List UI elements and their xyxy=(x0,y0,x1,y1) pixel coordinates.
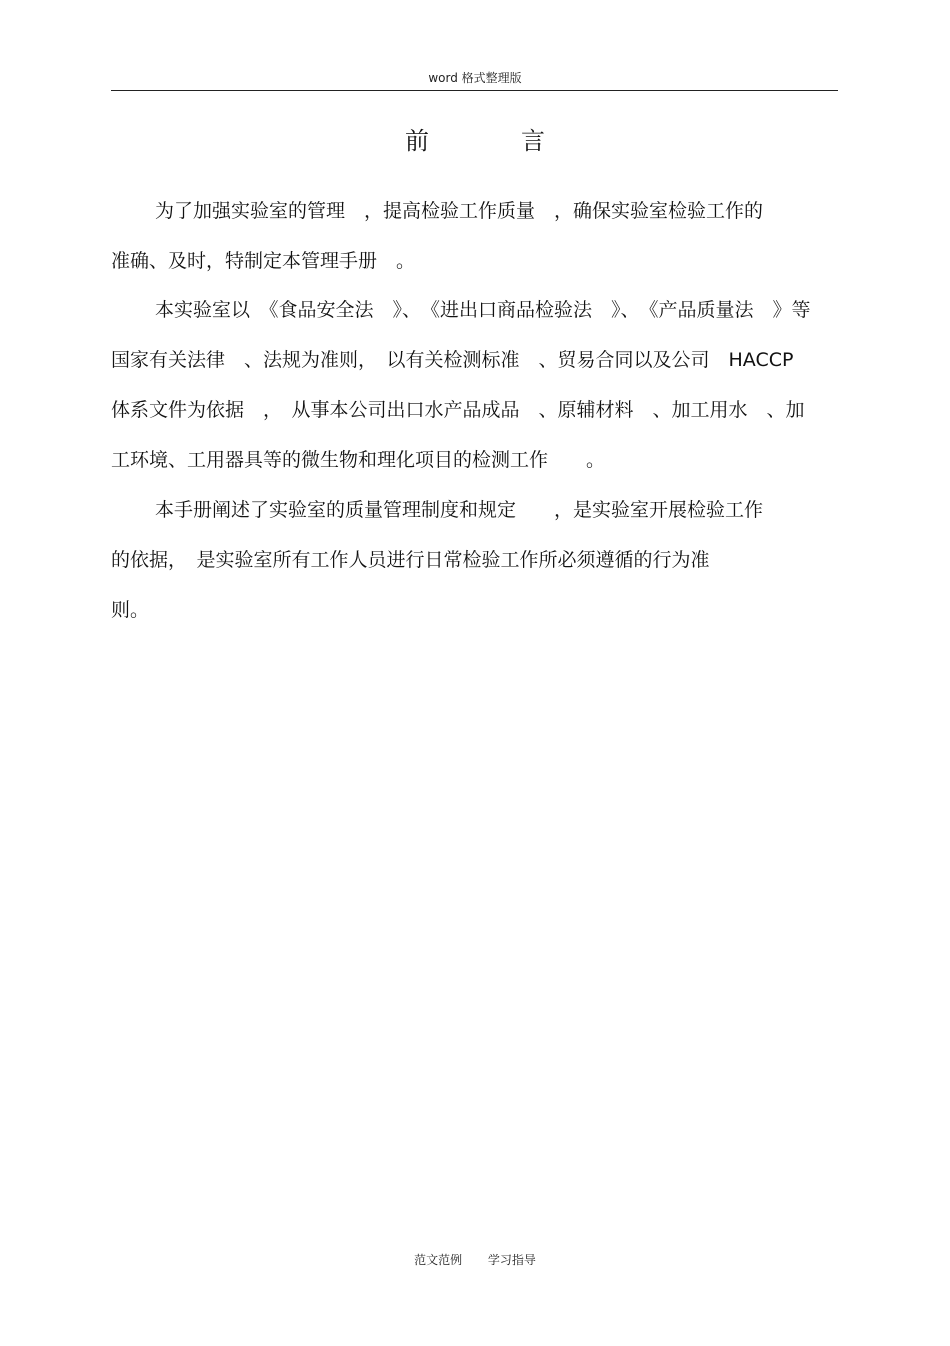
paragraph-line: 为了加强实验室的管理 ，提高检验工作质量 ，确保实验室检验工作的 xyxy=(155,200,764,222)
footer-right-text: 学习指导 xyxy=(487,1253,536,1267)
paragraph-line: 的依据， 是实验室所有工作人员进行日常检验工作所必须遵循的行为准 xyxy=(111,549,710,571)
page-footer xyxy=(0,1251,950,1269)
page-title: 前 言 xyxy=(405,127,579,155)
paragraph-line: 工环境、工用器具等的微生物和理化项目的检测工作 。 xyxy=(111,449,606,471)
paragraph-line: 本实验室以 《食品安全法 》、 《进出口商品检验法 》、 《产品质量法 》等 xyxy=(155,299,811,321)
paragraph-line: 国家有关法律 、法规为准则， 以有关检测标准 、贸易合同以及公司 HACCP xyxy=(111,349,794,371)
page-header: word 格式整理版 xyxy=(428,71,522,85)
paragraph-3 xyxy=(111,485,839,635)
paragraph-1 xyxy=(111,186,839,286)
paragraph-line: 准确、及时，特制定本管理手册 。 xyxy=(111,250,416,272)
paragraph-line: 则。 xyxy=(111,599,150,621)
header-divider xyxy=(111,90,838,91)
paragraph-line: 本手册阐述了实验室的质量管理制度和规定 ，是实验室开展检验工作 xyxy=(155,499,764,521)
paragraph-line: 体系文件为依据 ， 从事本公司出口水产品成品 、原辅材料 、加工用水 、加 xyxy=(111,399,805,421)
paragraph-2 xyxy=(111,285,839,485)
footer-left-text: 范文范例 xyxy=(414,1253,463,1267)
